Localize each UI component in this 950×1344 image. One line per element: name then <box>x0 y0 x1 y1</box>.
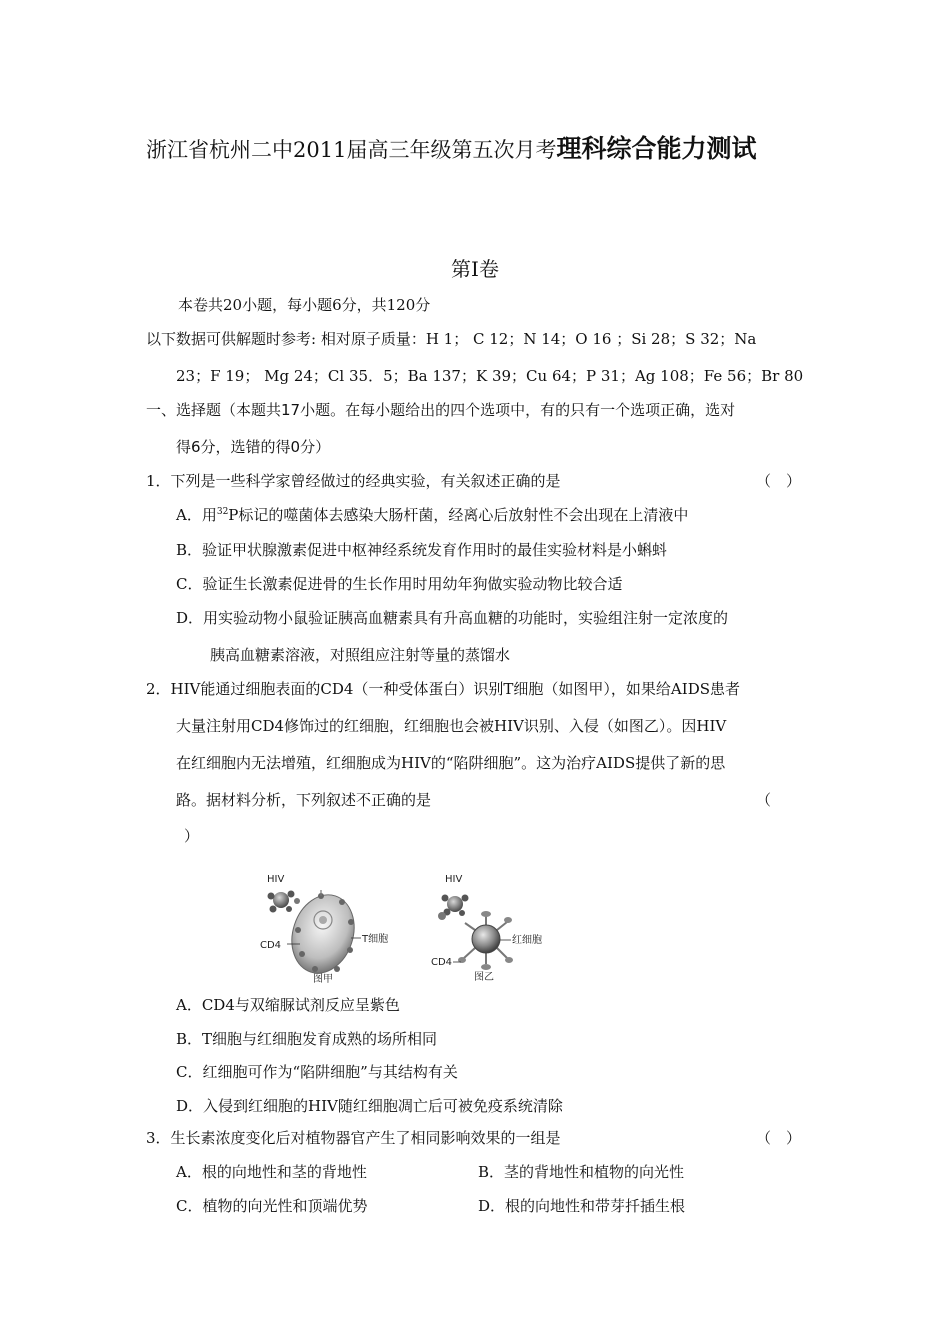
fig-label-hiv-a: HIV <box>267 874 285 885</box>
q2-stem-line-1: 2．HIV能通过细胞表面的CD4（一种受体蛋白）识别T细胞（如图甲），如果给AIDS患者 <box>146 680 740 698</box>
q1-answer-paren: （ ） <box>756 472 802 490</box>
section-heading-line-2: 得6分，选错的得0分） <box>176 438 331 456</box>
q3-answer-paren: （ ） <box>756 1129 802 1147</box>
q1-option-d-line-2: 胰高血糖素溶液，对照组应注射等量的蒸馏水 <box>210 646 511 664</box>
q1-stem: 1．下列是一些科学家曾经做过的经典实验，有关叙述正确的是 <box>146 472 561 490</box>
q1-option-a-pre: A．用 <box>176 506 217 524</box>
q3-option-d: D．根的向地性和带芽扦插生根 <box>478 1197 686 1215</box>
hiv-cell-figure <box>255 868 555 988</box>
q3-stem: 3．生长素浓度变化后对植物器官产生了相同影响效果的一组是 <box>146 1129 561 1147</box>
atomic-mass-line-2: 23；F 19； Mg 24；Cl 35．5；Ba 137；K 39；Cu 64；P 31；Ag 108；Fe 56；Br 80 <box>176 367 804 385</box>
title-bold: 理科综合能力测试 <box>556 134 757 163</box>
intro-text: 本卷共20小题，每小题6分，共120分 <box>178 296 431 314</box>
q1-option-c: C．验证生长激素促进骨的生长作用时用幼年狗做实验动物比较合适 <box>176 575 623 593</box>
atomic-mass-line-1: 以下数据可供解题时参考: 相对原子质量：H 1； C 12；N 14；O 16 ；Si 28；S 32；Na <box>146 330 757 348</box>
q1-option-a-sup: 32 <box>216 507 229 517</box>
q2-paren-close: ） <box>184 827 200 845</box>
q1-option-d-line-1: D．用实验动物小鼠验证胰高血糖素具有升高血糖的功能时，实验组注射一定浓度的 <box>176 609 729 627</box>
q2-stem-line-3: 在红细胞内无法增殖，红细胞成为HIV的“陷阱细胞”。这为治疗AIDS提供了新的思 <box>176 754 726 772</box>
fig-caption-b: 图乙 <box>474 972 494 983</box>
q1-option-a <box>176 508 688 523</box>
q2-stem-line-2: 大量注射用CD4修饰过的红细胞，红细胞也会被HIV识别、入侵（如图乙）。因HIV <box>176 717 727 735</box>
q2-option-a: A．CD4与双缩脲试剂反应呈紫色 <box>176 996 400 1014</box>
fig-label-hiv-b: HIV <box>445 874 463 885</box>
fig-label-tcell: T细胞 <box>362 934 389 945</box>
red-blood-cell-icon <box>458 911 513 970</box>
fig-caption-a: 图甲 <box>313 974 333 985</box>
q3-option-a: A．根的向地性和茎的背地性 <box>176 1163 367 1181</box>
section-heading-line-1: 一、选择题（本题共17小题。在每小题给出的四个选项中，有的只有一个选项正确，选对 <box>146 401 736 419</box>
q1-option-b: B．验证甲状腺激素促进中枢神经系统发育作用时的最佳实验材料是小蝌蚪 <box>176 541 668 559</box>
volume-heading: 第Ⅰ卷 <box>451 257 499 281</box>
q2-option-b: B．T细胞与红细胞发育成熟的场所相同 <box>176 1030 438 1048</box>
q2-option-d: D．入侵到红细胞的HIV随红细胞凋亡后可被免疫系统清除 <box>176 1097 563 1115</box>
q3-option-c: C．植物的向光性和顶端优势 <box>176 1197 368 1215</box>
title-main: 浙江省杭州二中2011届高三年级第五次月考 <box>146 138 557 162</box>
fig-label-cd4-b: CD4 <box>431 957 453 968</box>
q1-option-a-post: P标记的噬菌体去感染大肠杆菌，经离心后放射性不会出现在上清液中 <box>228 506 689 524</box>
q2-stem-line-4: 路。据材料分析，下列叙述不正确的是 <box>176 791 432 809</box>
fig-label-rbc: 红细胞 <box>512 935 542 946</box>
hiv-virus-a-icon <box>268 891 301 913</box>
q2-option-c: C．红细胞可作为“陷阱细胞”与其结构有关 <box>176 1063 458 1081</box>
hiv-virus-b-icon <box>438 895 469 921</box>
q2-paren-open: （ <box>756 791 772 809</box>
q3-option-b: B．茎的背地性和植物的向光性 <box>478 1163 685 1181</box>
fig-label-cd4-a: CD4 <box>260 940 282 951</box>
page-title <box>146 136 756 161</box>
